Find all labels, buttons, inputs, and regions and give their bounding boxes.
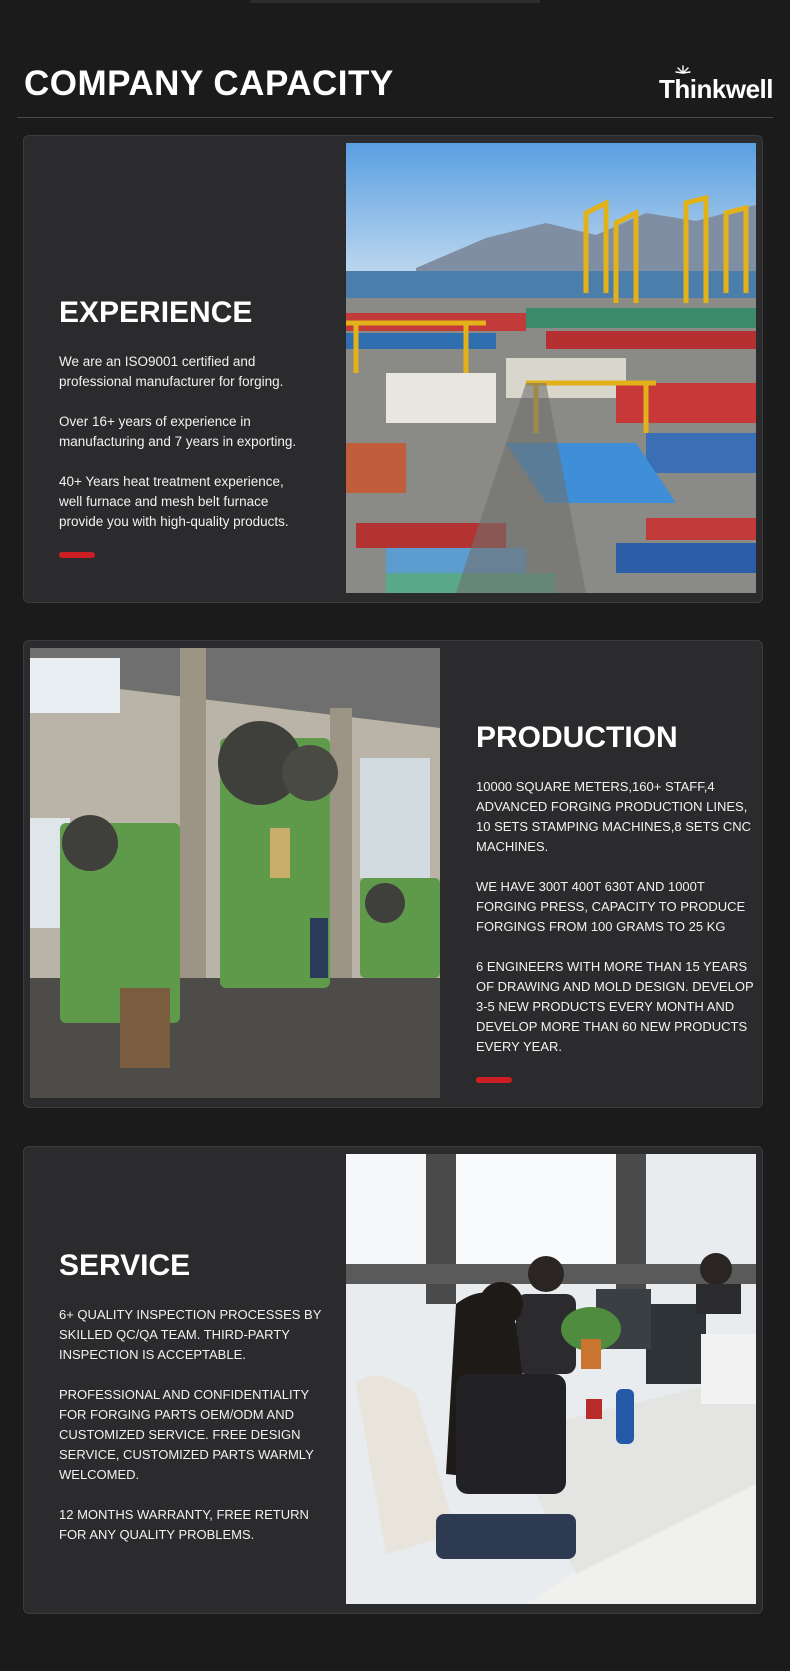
production-accent-bar [476,1077,512,1083]
service-text [59,1249,339,1565]
experience-paragraph-1: We are an ISO9001 certified and professional manufacturer for forging. [59,354,284,389]
production-text [476,721,756,1083]
production-paragraph-1: 10000 SQUARE METERS,160+ STAFF,4 ADVANCED FORGING PRODUCTION LINES, 10 SETS STAMPING MACHINES,8 SETS CNC MACHINES. [476,779,751,854]
forging-press-photo [30,648,440,1098]
production-title: PRODUCTION [476,721,678,754]
service-paragraph-2: PROFESSIONAL AND CONFIDENTIALITY FOR FORGING PARTS OEM/ODM AND CUSTOMIZED SERVICE. FREE DESIGN SERVICE, CUSTOMIZED PARTS WARMLY WELCOMED. [59,1387,314,1482]
top-divider-strip [250,0,540,3]
service-card [23,1146,763,1614]
service-title: SERVICE [59,1249,191,1282]
experience-paragraph-3: 40+ Years heat treatment experience, well furnace and mesh belt furnace provide you with high-quality products. [59,474,289,529]
page-title: COMPANY CAPACITY [24,64,394,103]
container-port-photo [346,143,756,593]
experience-paragraph-2: Over 16+ years of experience in manufacturing and 7 years in exporting. [59,414,297,449]
production-paragraph-2: WE HAVE 300T 400T 630T AND 1000T FORGING PRESS, CAPACITY TO PRODUCE FORGINGS FROM 100 GRAMS TO 25 KG [476,879,746,934]
service-paragraph-3: 12 MONTHS WARRANTY, FREE RETURN FOR ANY QUALITY PROBLEMS. [59,1507,309,1542]
experience-card [23,135,763,603]
service-paragraph-1: 6+ QUALITY INSPECTION PROCESSES BY SKILLED QC/QA TEAM. THIRD-PARTY INSPECTION IS ACCEPTABLE. [59,1307,322,1362]
brand-logo[interactable] [659,74,773,105]
production-card [23,640,763,1108]
page-header [17,60,773,118]
experience-text [59,296,339,558]
logo-text: Thinkwell [659,74,773,104]
logo-spark-icon [675,64,691,74]
experience-accent-bar [59,552,95,558]
office-team-photo [346,1154,756,1604]
experience-title: EXPERIENCE [59,296,253,329]
production-paragraph-3: 6 ENGINEERS WITH MORE THAN 15 YEARS OF DRAWING AND MOLD DESIGN. DEVELOP 3-5 NEW PRODUCTS EVERY MONTH AND DEVELOP MORE THAN 60 NEW PRODUCTS EVERY YEAR. [476,959,754,1054]
